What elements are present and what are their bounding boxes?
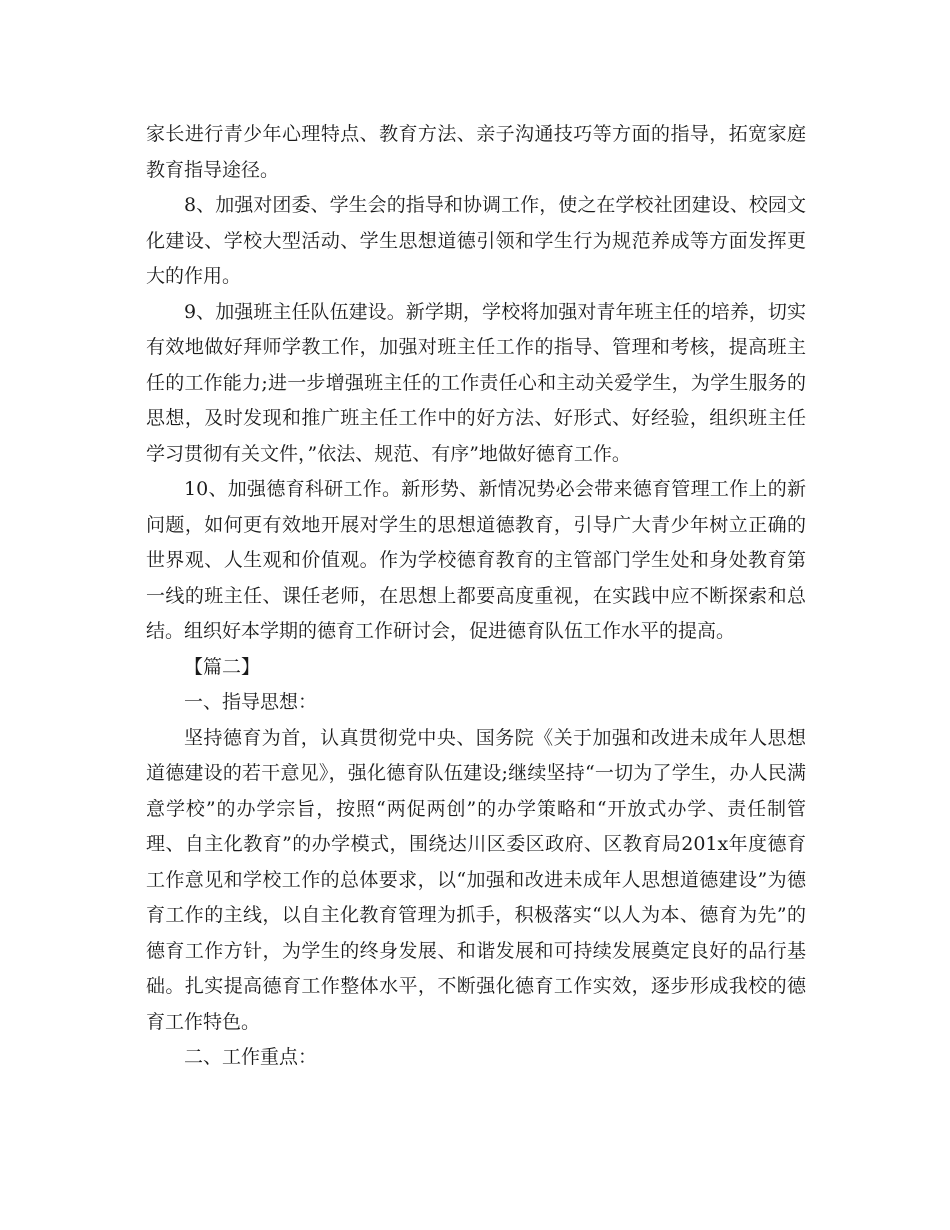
paragraph-continuation: 家长进行青少年心理特点、教育方法、亲子沟通技巧等方面的指导，拓宽家庭教育指导途径。 <box>146 123 806 181</box>
section-heading-part-two: 【篇二】 <box>184 655 261 678</box>
subheading-work-focus: 二、工作重点： <box>184 1046 318 1068</box>
paragraph-guiding-ideology: 坚持德育为首，认真贯彻党中央、国务院《关于加强和改进未成年人思想道德建设的若干意见》，强化德育队伍建设;继续坚持“一切为了学生，办人民满意学校”的办学宗旨，按照“两促两创”的办学策略和“开放式办学、责任制管理、自主化教育”的办学模式，围绕达川区委区政府、区教育局201x年度德育工作意见和学校工作的总体要求，以“加强和改进未成年人思想道德建设”为德育工作的主线，以自主化教育管理为抓手，积极落实“以人为本、德育为先”的德育工作方针，为学生的终身发展、和谐发展和可持续发展奠定良好的品行基础。扎实提高德育工作整体水平，不断强化德育工作实效，逐步形成我校的德育工作特色。 <box>146 726 806 1033</box>
subheading-guiding-ideology: 一、指导思想： <box>184 691 318 713</box>
paragraph-item-8: 8、加强对团委、学生会的指导和协调工作，使之在学校社团建设、校园文化建设、学校大型活动、学生思想道德引领和学生行为规范养成等方面发挥更大的作用。 <box>146 194 806 287</box>
document-body <box>146 117 806 1076</box>
paragraph-item-9: 9、加强班主任队伍建设。新学期，学校将加强对青年班主任的培养，切实有效地做好拜师学教工作，加强对班主任工作的指导、管理和考核，提高班主任的工作能力;进一步增强班主任的工作责任心和主动关爱学生，为学生服务的思想，及时发现和推广班主任工作中的好方法、好形式、好经验，组织班主任学习贯彻有关文件，”依法、规范、有序”地做好德育工作。 <box>146 300 806 465</box>
paragraph-item-10: 10、加强德育科研工作。新形势、新情况势必会带来德育管理工作上的新问题，如何更有效地开展对学生的思想道德教育，引导广大青少年树立正确的世界观、人生观和价值观。作为学校德育教育的主管部门学生处和身处教育第一线的班主任、课任老师，在思想上都要高度重视，在实践中应不断探索和总结。组织好本学期的德育工作研讨会，促进德育队伍工作水平的提高。 <box>146 478 806 642</box>
